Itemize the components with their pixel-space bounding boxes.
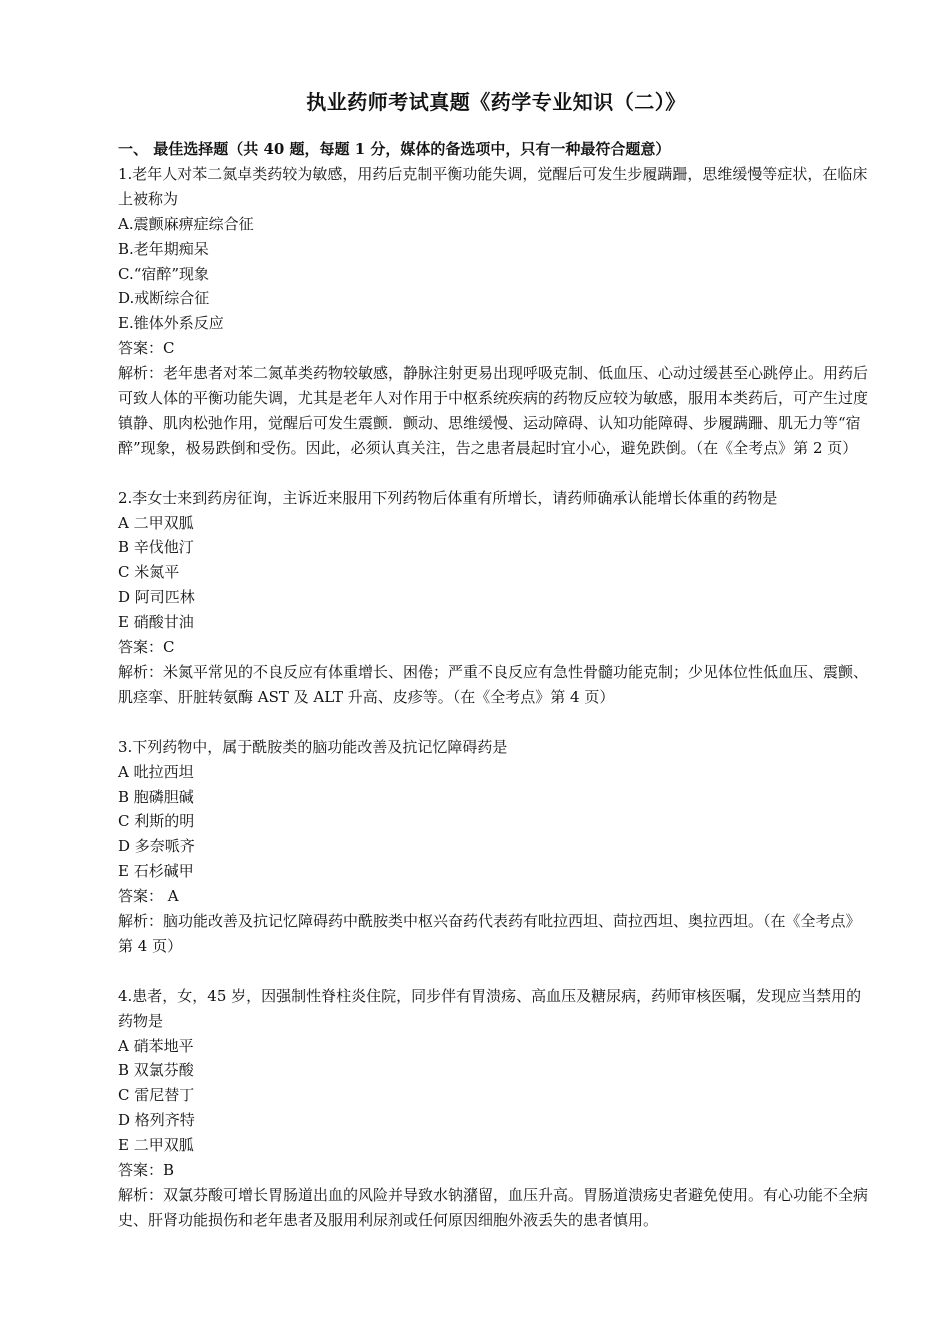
explanation: 解析：双氯芬酸可增长胃肠道出血的风险并导致水钠潴留，血压升高。胃肠道溃疡史者避免使用。有心功能不全病史、肝肾功能损伤和老年患者及服用利尿剂或任何原因细胞外液丢失的患者慎用。 (118, 1186, 869, 1229)
option-b: B.老年期痴呆 (118, 239, 209, 258)
question-stem: 4.患者，女，45 岁，因强制性脊柱炎住院，同步伴有胃溃疡、高血压及糖尿病，药师审核医嘱，发现应当禁用的药物是 (118, 986, 862, 1030)
question-stem: 1.老年人对苯二氮卓类药较为敏感，用药后克制平衡功能失调，觉醒后可发生步履蹒跚，思维缓慢等症状，在临床上被称为 (118, 164, 868, 208)
explanation: 解析：米氮平常见的不良反应有体重增长、困倦；严重不良反应有急性骨髓功能克制；少见体位性低血压、震颤、肌痉挛、肝脏转氨酶 AST 及 ALT 升高、皮疹等。（在《全考点》第 4 页） (118, 663, 869, 706)
option-e: E 硝酸甘油 (118, 613, 194, 632)
option-d: D 格列齐特 (118, 1111, 195, 1130)
explanation: 解析：脑功能改善及抗记忆障碍药中酰胺类中枢兴奋药代表药有吡拉西坦、茴拉西坦、奥拉西坦。（在《全考点》第 4 页） (118, 912, 861, 955)
explanation: 解析：老年患者对苯二氮革类药物较敏感，静脉注射更易出现呼吸克制、低血压、心动过缓甚至心跳停止。用药后可致人体的平衡功能失调，尤其是老年人对作用于中枢系统疾病的药物反应较为敏感，服用本类药后，可产生过度镇静、肌肉松弛作用，觉醒后可发生震颤．颤动、思维缓慢、运动障碍、认知功能障碍、步履蹒跚、肌无力等“宿醉”现象，极易跌倒和受伤。因此，必须认真关注，告之患者晨起时宜小心，避免跌倒。（在《全考点》第 2 页） (118, 364, 869, 457)
option-e: E 石杉碱甲 (118, 862, 194, 881)
option-d: D 阿司匹林 (118, 588, 195, 607)
document-title: 执业药师考试真题《药学专业知识（二）》 (306, 90, 686, 114)
question-stem: 2.李女士来到药房征询，主诉近来服用下列药物后体重有所增长，请药师确承认能增长体重的药物是 (118, 488, 778, 507)
option-a: A.震颤麻痹症综合征 (118, 214, 254, 233)
section-heading: 一、 最佳选择题（共 40 题，每题 1 分，媒体的备选项中，只有一种最符合题意） (118, 140, 671, 158)
option-a: A 吡拉西坦 (118, 762, 194, 781)
option-a: A 二甲双胍 (118, 513, 194, 532)
answer: 答案：C (118, 638, 175, 657)
option-d: D 多奈哌齐 (118, 837, 195, 856)
option-b: B 辛伐他汀 (118, 538, 194, 557)
option-c: C 利斯的明 (118, 812, 195, 831)
answer: 答案：B (118, 1161, 175, 1180)
option-a: A 硝苯地平 (118, 1036, 194, 1055)
answer: 答案： A (118, 887, 179, 906)
option-b: B 胞磷胆碱 (118, 787, 194, 806)
option-e: E 二甲双胍 (118, 1136, 194, 1155)
option-b: B 双氯芬酸 (118, 1061, 194, 1080)
option-c: C.“宿醉”现象 (118, 264, 210, 283)
option-c: C 米氮平 (118, 563, 180, 582)
option-e: E.锥体外系反应 (118, 314, 224, 333)
option-c: C 雷尼替丁 (118, 1086, 195, 1105)
answer: 答案：C (118, 339, 175, 358)
option-d: D.戒断综合征 (118, 289, 210, 308)
question-4 (118, 984, 874, 1233)
question-3 (118, 735, 874, 959)
question-2 (118, 486, 874, 710)
question-1 (118, 162, 874, 461)
document-page (118, 82, 874, 1258)
question-stem: 3.下列药物中，属于酰胺类的脑功能改善及抗记忆障碍药是 (118, 737, 508, 756)
